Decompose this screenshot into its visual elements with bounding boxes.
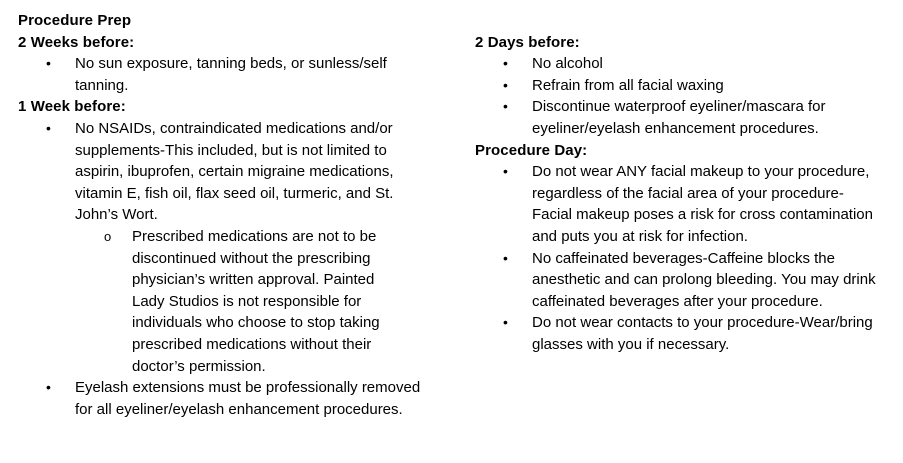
bullet-icon: • [46, 379, 51, 396]
sub-list-item-text: Prescribed medications are not to be discontinued without the prescribing physician’s written approval. Painted Lady Studios is not responsible for individuals who choose to stop taking prescribed medications without their doctor’s permission. [132, 227, 380, 375]
list-2-days [475, 53, 895, 139]
list-item-text: Eyelash extensions must be professionally removed for all eyeliner/eyelash enhancement procedures. [75, 379, 421, 418]
bullet-icon: • [503, 55, 508, 72]
list-item [475, 53, 877, 75]
list-item [475, 312, 877, 355]
left-column [18, 10, 458, 420]
circle-bullet-icon: o [104, 228, 112, 244]
list-procedure-day [475, 161, 895, 355]
list-item [475, 96, 877, 139]
section-heading-1-week: 1 Week before: [18, 98, 126, 116]
bullet-icon: • [46, 119, 51, 136]
bullet-icon: • [503, 98, 508, 115]
list-item-text: No alcohol [532, 55, 603, 73]
bullet-icon: • [503, 249, 508, 266]
bullet-icon: • [503, 314, 508, 331]
list-item [18, 53, 430, 96]
list-item-text: No NSAIDs, contraindicated medications and/or supplements-This included, but is not limited to aspirin, ibuprofen, certain migraine medications, vitamin E, fish oil, flax seed oil, turmeric, and St. John’s Wort. [75, 119, 394, 224]
bullet-icon: • [503, 76, 508, 93]
bullet-icon: • [46, 55, 51, 72]
bullet-icon: • [503, 163, 508, 180]
list-item-text: No sun exposure, tanning beds, or sunless/self tanning. [75, 55, 387, 94]
list-item-text: Do not wear ANY facial makeup to your procedure, regardless of the facial area of your procedure-Facial makeup poses a risk for cross contamination and puts you at risk for infection. [532, 163, 873, 245]
right-column [475, 32, 895, 356]
sub-list-item [75, 226, 382, 377]
section-heading-procedure-day: Procedure Day: [475, 141, 588, 159]
section-heading-2-days: 2 Days before: [475, 33, 580, 51]
list-item-text: Refrain from all facial waxing [532, 76, 724, 94]
document-title: Procedure Prep [18, 12, 132, 29]
list-item-text: Do not wear contacts to your procedure-Wear/bring glasses with you if necessary. [532, 314, 873, 353]
list-item [475, 248, 877, 313]
list-2-weeks [18, 53, 458, 96]
list-item [18, 377, 430, 420]
section-heading-2-weeks: 2 Weeks before: [18, 33, 135, 51]
list-item-text: Discontinue waterproof eyeliner/mascara for eyeliner/eyelash enhancement procedures. [532, 98, 826, 137]
list-item [475, 75, 877, 97]
list-item-text: No caffeinated beverages-Caffeine blocks the anesthetic and can prolong bleeding. You may drink caffeinated beverages after your procedure. [532, 249, 876, 310]
list-1-week [18, 118, 458, 420]
list-item [475, 161, 877, 247]
sub-list [75, 226, 430, 377]
list-item [18, 118, 430, 377]
